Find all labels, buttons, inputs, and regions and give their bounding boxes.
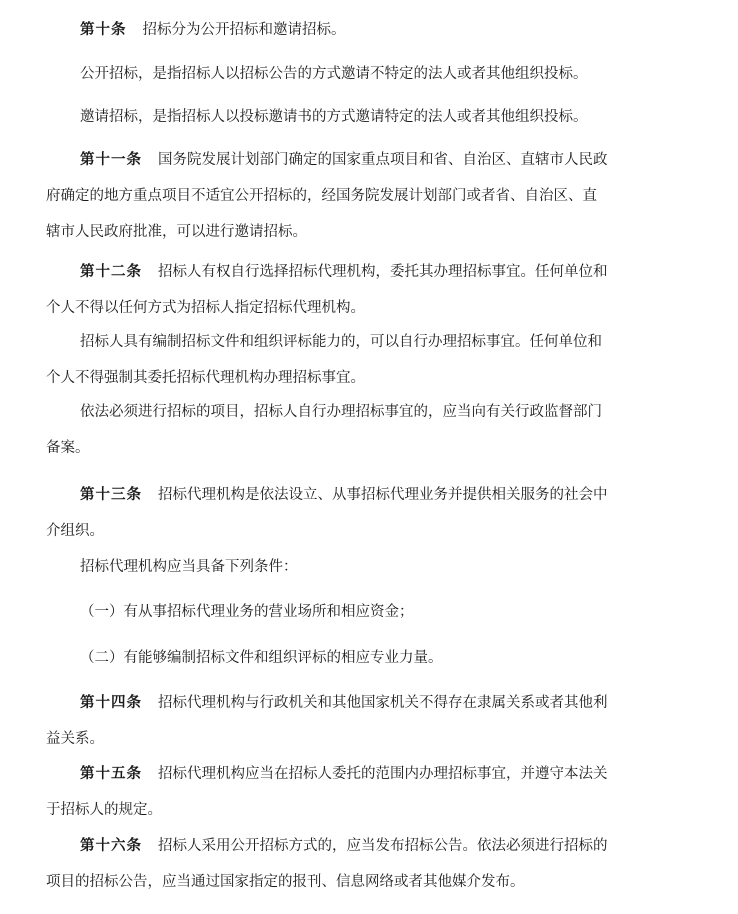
body-paragraph [0, 549, 738, 585]
body-paragraph [0, 640, 738, 676]
paragraph-line: 项目的招标公告，应当通过国家指定的报刊、信息网络或者其他媒介发布。 [46, 874, 525, 890]
article-paragraph [0, 685, 738, 757]
article-paragraph [0, 254, 738, 326]
paragraph-line: 益关系。 [46, 731, 104, 747]
article-paragraph [0, 828, 738, 900]
body-paragraph [0, 324, 738, 396]
article-text: 招标代理机构应当在招标人委托的范围内办理招标事宜，并遵守本法关 [158, 766, 608, 782]
article-number: 第十六条 [80, 838, 142, 854]
article-number: 第十五条 [80, 766, 142, 782]
body-paragraph [0, 56, 738, 92]
article-text: 招标人有权自行选择招标代理机构，委托其办理招标事宜。任何单位和 [158, 264, 608, 280]
body-paragraph [0, 99, 738, 135]
article-text: 招标代理机构是依法设立、从事招标代理业务并提供相关服务的社会中 [158, 487, 608, 503]
article-paragraph [0, 142, 738, 250]
paragraph-line: 备案。 [46, 440, 90, 456]
article-paragraph [0, 477, 738, 549]
paragraph-line [80, 756, 676, 792]
paragraph-line: 依法必须进行招标的项目，招标人自行办理招标事宜的，应当向有关行政监督部门 [80, 404, 602, 420]
paragraph-line: 府确定的地方重点项目不适宜公开招标的，经国务院发展计划部门或者省、自治区、直 [46, 188, 597, 204]
article-number: 第十二条 [80, 264, 142, 280]
article-text: 招标分为公开招标和邀请招标。 [142, 22, 346, 38]
paragraph-line: 招标人具有编制招标文件和组织评标能力的，可以自行办理招标事宜。任何单位和 [80, 334, 602, 350]
paragraph-line: 辖市人民政府批准，可以进行邀请招标。 [46, 224, 307, 240]
paragraph-line [80, 685, 676, 721]
body-paragraph [0, 394, 738, 466]
article-paragraph [0, 756, 738, 828]
paragraph-line: 个人不得强制其委托招标代理机构办理招标事宜。 [46, 370, 365, 386]
paragraph-line: 介组织。 [46, 523, 104, 539]
paragraph-line [80, 254, 676, 290]
article-number: 第十三条 [80, 487, 142, 503]
paragraph-line [80, 477, 676, 513]
paragraph-line: 于招标人的规定。 [46, 802, 162, 818]
paragraph-line [80, 142, 676, 178]
paragraph-line: 公开招标，是指招标人以招标公告的方式邀请不特定的法人或者其他组织投标。 [80, 66, 588, 82]
article-text: 国务院发展计划部门确定的国家重点项目和省、自治区、直辖市人民政 [158, 152, 608, 168]
paragraph-line: （一）有从事招标代理业务的营业场所和相应资金； [80, 604, 414, 620]
paragraph-line [80, 12, 676, 48]
article-number: 第十四条 [80, 695, 142, 711]
article-text: 招标人采用公开招标方式的，应当发布招标公告。依法必须进行招标的 [158, 838, 608, 854]
article-number: 第十条 [80, 22, 127, 38]
paragraph-line [80, 828, 676, 864]
paragraph-line: 招标代理机构应当具备下列条件： [80, 559, 298, 575]
paragraph-line: 个人不得以任何方式为招标人指定招标代理机构。 [46, 300, 365, 316]
article-text: 招标代理机构与行政机关和其他国家机关不得存在隶属关系或者其他利 [158, 695, 608, 711]
article-paragraph [0, 12, 738, 48]
paragraph-line: 邀请招标，是指招标人以投标邀请书的方式邀请特定的法人或者其他组织投标。 [80, 109, 588, 125]
paragraph-line: （二）有能够编制招标文件和组织评标的相应专业力量。 [80, 650, 443, 666]
article-number: 第十一条 [80, 152, 142, 168]
body-paragraph [0, 594, 738, 630]
